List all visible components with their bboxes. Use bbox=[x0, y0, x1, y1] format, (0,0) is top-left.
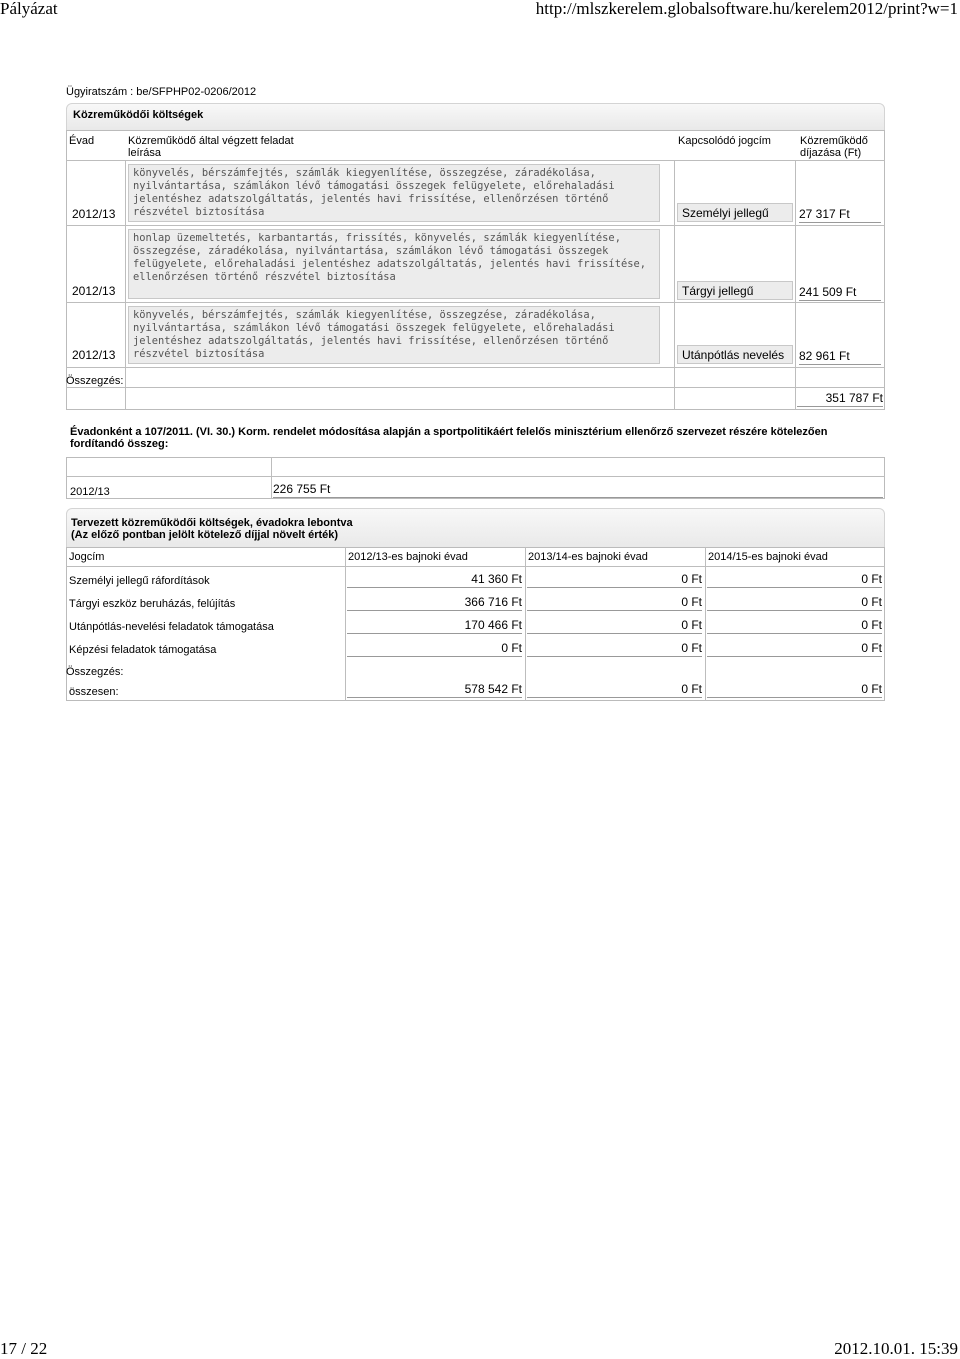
col-fee-header: Közreműködő díjazása (Ft) bbox=[800, 135, 868, 159]
case-number: Ügyiratszám : be/SFPHP02-0206/2012 bbox=[66, 86, 257, 98]
print-header-url: http://mlszkerelem.globalsoftware.hu/kerelem2012/print?w=1 bbox=[535, 0, 958, 18]
planned-total-2012: 578 542 Ft bbox=[347, 682, 522, 698]
col-category-header: Kapcsolódó jogcím bbox=[678, 135, 771, 147]
col-season-2014: 2014/15-es bajnoki évad bbox=[708, 551, 828, 563]
print-header-title: Pályázat bbox=[0, 0, 58, 18]
planned-row-youth-2014: 0 Ft bbox=[707, 618, 882, 634]
costs-summary-label: Összegzés: bbox=[66, 375, 124, 387]
row3-season: 2012/13 bbox=[72, 348, 116, 362]
planned-row-youth-label: Utánpótlás-nevelési feladatok támogatása bbox=[69, 621, 274, 633]
mandatory-amount: 226 755 Ft bbox=[273, 482, 883, 498]
planned-total-label: összesen: bbox=[69, 686, 119, 698]
col-season-header: Évad bbox=[69, 135, 95, 147]
planned-row-personal-2012: 41 360 Ft bbox=[347, 572, 522, 588]
mandatory-amount-title: Évadonként a 107/2011. (VI. 30.) Korm. rendelet módosítása alapján a sportpolitikáért felelős minisztérium ellenőrző szervezet részére kötelezően fordítandó összeg: bbox=[70, 426, 828, 450]
planned-row-material-2012: 366 716 Ft bbox=[347, 595, 522, 611]
planned-costs-title-line2: (Az előző pontban jelölt kötelező díjjal növelt érték) bbox=[71, 529, 339, 541]
planned-row-training-2013: 0 Ft bbox=[527, 641, 702, 657]
row3-task-description: könyvelés, bérszámfejtés, számlák kiegyenlítése, összegzése, záradékolása, nyilvántartása, számlákon lévő támogatási összegek felügyelete, előrehaladási jelentéshez adatszolgáltatás, jelentés havi frissítése, ellenőrzésen történő részvétel biztosítása bbox=[128, 306, 660, 364]
planned-costs-title bbox=[66, 508, 885, 548]
planned-row-material-2013: 0 Ft bbox=[527, 595, 702, 611]
planned-row-training-label: Képzési feladatok támogatása bbox=[69, 644, 217, 656]
planned-costs-title-line1: Tervezett közreműködői költségek, évadokra lebontva bbox=[71, 517, 353, 529]
costs-summary-total: 351 787 Ft bbox=[797, 391, 883, 407]
planned-row-material-2014: 0 Ft bbox=[707, 595, 882, 611]
col-season-2013: 2013/14-es bajnoki évad bbox=[528, 551, 648, 563]
col-task-header: Közreműködő által végzett feladat leírása bbox=[128, 135, 294, 159]
planned-summary-label: Összegzés: bbox=[66, 666, 124, 678]
row1-season: 2012/13 bbox=[72, 207, 116, 221]
row1-fee: 27 317 Ft bbox=[799, 207, 881, 223]
row2-season: 2012/13 bbox=[72, 284, 116, 298]
col-category: Jogcím bbox=[69, 551, 105, 563]
row1-category: Személyi jellegű bbox=[677, 203, 793, 222]
planned-row-personal-label: Személyi jellegű ráfordítások bbox=[69, 575, 210, 587]
row2-category: Tárgyi jellegű bbox=[677, 281, 793, 300]
section-costs-title: Közreműködői költségek bbox=[66, 103, 885, 131]
planned-row-training-2014: 0 Ft bbox=[707, 641, 882, 657]
planned-row-personal-2014: 0 Ft bbox=[707, 572, 882, 588]
print-footer-datetime: 2012.10.01. 15:39 bbox=[834, 1339, 958, 1358]
row3-category: Utánpótlás nevelés bbox=[677, 345, 793, 364]
planned-total-2014: 0 Ft bbox=[707, 682, 882, 698]
planned-row-material-label: Tárgyi eszköz beruházás, felújítás bbox=[69, 598, 236, 610]
print-footer-page: 17 / 22 bbox=[0, 1339, 48, 1358]
row1-task-description: könyvelés, bérszámfejtés, számlák kiegyenlítése, összegzése, záradékolása, nyilvántartása, számlákon lévő támogatási összegek felügyelete, előrehaladási jelentéshez adatszolgáltatás, jelentés havi frissítése, ellenőrzésen történő részvétel biztosítása bbox=[128, 164, 660, 222]
planned-total-2013: 0 Ft bbox=[527, 682, 702, 698]
col-season-2012: 2012/13-es bajnoki évad bbox=[348, 551, 468, 563]
planned-row-youth-2012: 170 466 Ft bbox=[347, 618, 522, 634]
planned-row-training-2012: 0 Ft bbox=[347, 641, 522, 657]
planned-row-youth-2013: 0 Ft bbox=[527, 618, 702, 634]
row2-task-description: honlap üzemeltetés, karbantartás, frissítés, könyvelés, számlák kiegyenlítése, összegzése, záradékolása, nyilvántartása, számlákon lévő támogatási összegek felügyelete, előrehaladási jelentéshez adatszolgáltatás, jelentés havi frissítése, ellenőrzésen történő részvétel biztosítása bbox=[128, 229, 660, 299]
mandatory-season: 2012/13 bbox=[70, 486, 110, 498]
row2-fee: 241 509 Ft bbox=[799, 285, 881, 301]
row3-fee: 82 961 Ft bbox=[799, 349, 881, 365]
planned-row-personal-2013: 0 Ft bbox=[527, 572, 702, 588]
